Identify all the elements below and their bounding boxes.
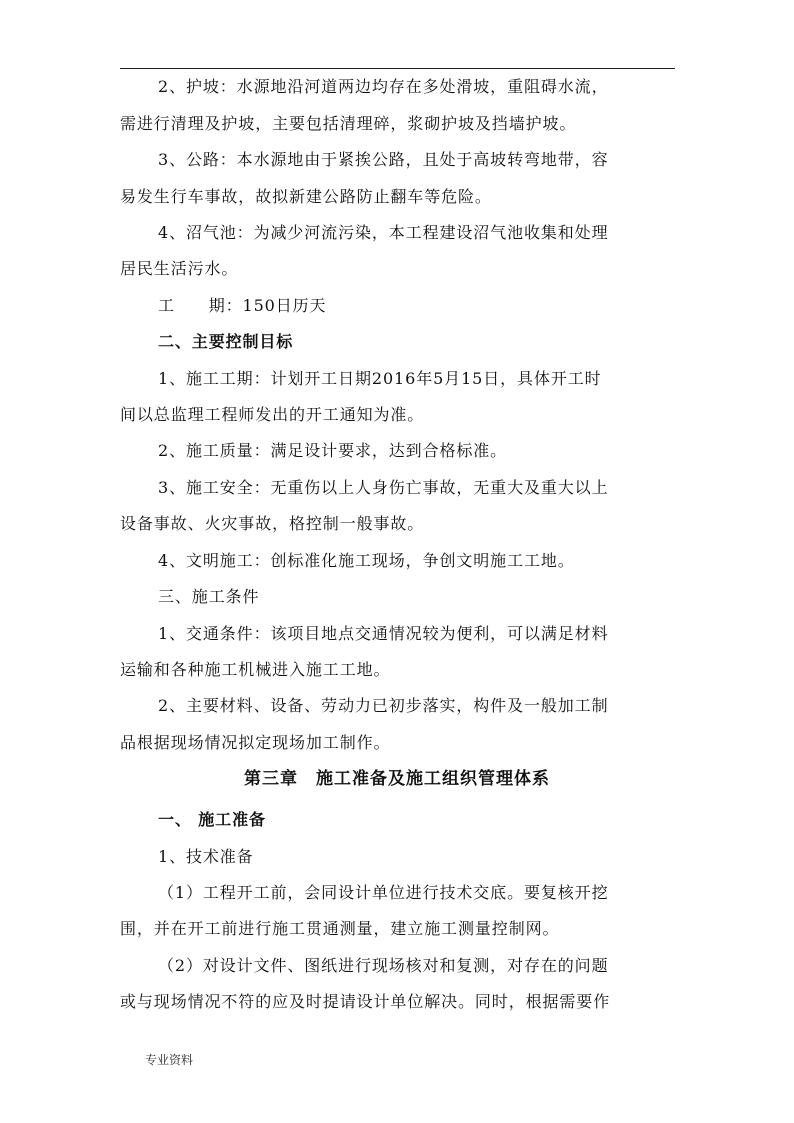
paragraph-line: 间以总监理工程师发出的开工通知为准。: [120, 405, 425, 424]
paragraph-line: 运输和各种施工机械进入施工工地。: [120, 660, 391, 679]
paragraph-line: 1、交通条件：该项目地点交通情况较为便利，可以满足材料: [158, 624, 609, 643]
paragraph-line: 2、护坡：水源地沿河道两边均存在多处滑坡，重阻碍水流，: [158, 77, 609, 96]
paragraph-line: 需进行清理及护坡，主要包括清理碎，浆砌护坡及挡墙护坡。: [120, 114, 577, 133]
paragraph-line: 设备事故、火灾事故，格控制一般事故。: [120, 514, 425, 533]
paragraph-line: 易发生行车事故，故拟新建公路防止翻车等危险。: [120, 187, 492, 206]
subsection-heading: 1、技术准备: [158, 847, 254, 866]
section-heading: 二、主要控制目标: [158, 332, 294, 351]
paragraph-line: 1、施工工期：计划开工日期2016年5月15日，具体开工时: [158, 369, 602, 388]
paragraph-line: 居民生活污水。: [120, 259, 239, 278]
paragraph-line: 或与现场情况不符的应及时提请设计单位解决。同时，根据需要作: [120, 992, 611, 1011]
paragraph-line: 围，并在开工前进行施工贯通测量，建立施工测量控制网。: [120, 919, 560, 938]
paragraph-line: （1）工程开工前，会同设计单位进行技术交底。要复核开挖: [158, 883, 609, 902]
header-rule: [120, 68, 675, 69]
section-heading: 一、 施工准备: [158, 810, 266, 829]
page-footer: 专业资料: [145, 1053, 194, 1067]
paragraph-line: 品根据现场情况拟定现场加工制作。: [120, 733, 391, 752]
paragraph-line: （2）对设计文件、图纸进行现场核对和复测，对存在的问题: [158, 956, 609, 975]
paragraph-line: 3、公路：本水源地由于紧挨公路，且处于高坡转弯地带，容: [158, 150, 609, 169]
paragraph-line: 4、文明施工：创标准化施工现场，争创文明施工工地。: [158, 551, 575, 570]
paragraph-line: 2、主要材料、设备、劳动力已初步落实，构件及一般加工制: [158, 696, 609, 715]
paragraph-line: 3、施工安全：无重伤以上人身伤亡事故，无重大及重大以上: [158, 478, 609, 497]
duration-line: 工 期：150日历天: [158, 296, 327, 315]
section-heading: 三、施工条件: [158, 587, 260, 606]
paragraph-line: 4、沼气池：为减少河流污染，本工程建设沼气池收集和处理: [158, 223, 609, 242]
paragraph-line: 2、施工质量：满足设计要求，达到合格标准。: [158, 441, 508, 460]
chapter-title: 第三章 施工准备及施工组织管理体系: [244, 769, 550, 789]
